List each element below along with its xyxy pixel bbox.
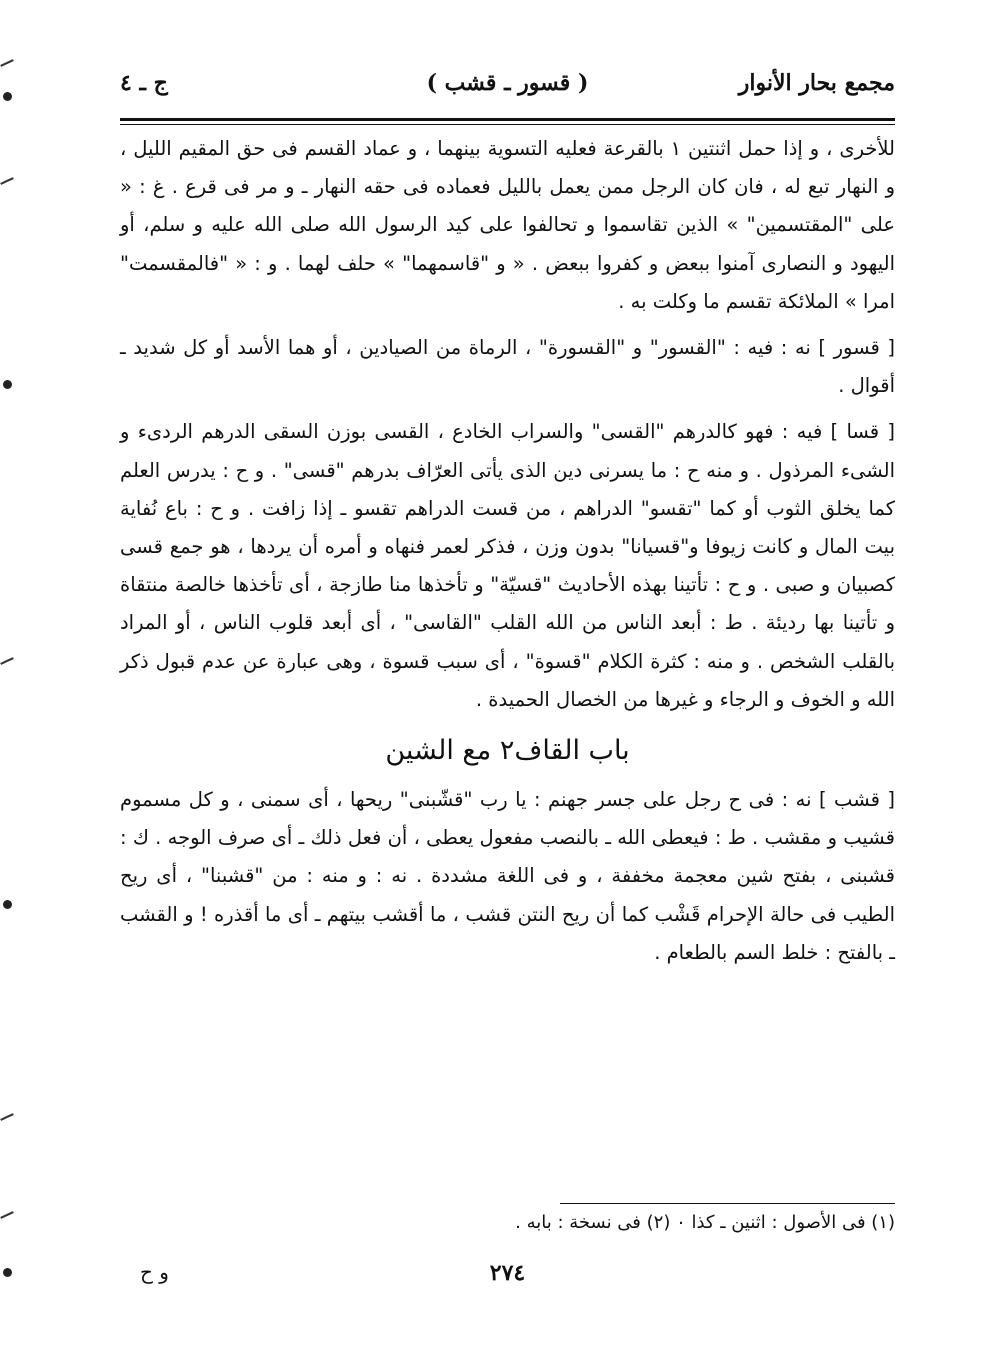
footnote-rule: [560, 1203, 895, 1204]
margin-mark: [0, 177, 14, 185]
book-page: [120, 60, 895, 1310]
main-text: [120, 130, 895, 972]
page-number: ٢٧٤: [489, 1260, 526, 1286]
header-rule-thin: [120, 124, 895, 125]
volume-number: ج ـ ٤: [120, 70, 168, 96]
book-title: مجمع بحار الأنوار: [738, 70, 895, 96]
margin-mark: [0, 1113, 14, 1121]
paragraph: للأخرى ، و إذا حمل اثنتين ١ بالقرعة فعليه التسوية بينهما ، و عماد القسم فى حق المقيم الليل ، و النهار تبع له ، فان كان الرجل ممن يعمل بالليل فعماده فى حقه النهار ـ و مر فى قرع . غ : « على "المقتسمين" » الذين تقاسموا و تحالفوا على كيد الرسول الله صلى الله عليه و سلم، أو اليهود و النصارى آمنوا ببعض و كفروا ببعض . « و "قاسمهما" » حلف لهما . و : « "فالمقسمت" امرا » الملائكة تقسم ما وكلت به .: [120, 137, 895, 313]
margin-mark: [0, 1211, 14, 1219]
header-rule-thick: [120, 118, 895, 121]
running-head: [120, 70, 895, 110]
margin-mark: [3, 900, 12, 909]
printer-signature: و ح: [140, 1260, 169, 1284]
section-heading: باب القاف٢ مع الشين: [385, 735, 630, 767]
margin-mark: [3, 1268, 12, 1277]
paragraph: [ قشب ] نه : فى ح رجل على جسر جهنم : يا رب "قشّبنى" ريحها ، أى سمنى ، و كل مسموم قشيب و مقشب . ط : فيعطى الله ـ بالنصب مفعول يعطى ، أن فعل ذلك ـ أى صرف الوجه . ك : قشبنى ، بفتح شين معجمة مخففة ، و فى اللغة مشددة . نه : و منه : من "قشبنا" ، أى ريح الطيب فى حالة الإحرام قَشْب كما أن ريح النتن قشب ، ما أقشب بيتهم ـ أى ما أقذره ! و القشب ـ بالفتح : خلط السم بالطعام .: [120, 788, 895, 964]
footnotes: (١) فى الأصول : اثنين ـ كذا ٠ (٢) فى نسخة : بابه .: [515, 1212, 895, 1233]
margin-mark: [3, 380, 12, 389]
paragraph: [ قسور ] نه : فيه : "القسور" و "القسورة" ، الرماة من الصيادين ، أو هما الأسد أو كل شديد ـ أقوال .: [120, 336, 895, 398]
entry-range: ( قسور ـ قشب ): [426, 70, 589, 96]
margin-mark: [0, 59, 14, 67]
margin-mark: [0, 657, 14, 665]
paragraph: [ قسا ] فيه : فهو كالدرهم "القسى" والسراب الخادع ، القسى بوزن السقى الدرهم الردىء و الشىء المرذول . و منه ح : ما يسرنى دين الذى يأتى العرّاف بدرهم "قسى" . و ح : يدرس العلم كما يخلق الثوب أو كما "تقسو" الدراهم ، من قست الدراهم تقسو ـ إذا زافت . و ح : باع نُفاية بيت المال و كانت زيوفا و"قسيانا" بدون وزن ، فذكر لعمر فنهاه و أمره أن يردها ، هو جمع قسى كصبيان و صبى . و ح : تأتينا بهذه الأحاديث "قسيّة" و تأخذها منا طازجة ، أى تأخذها خالصة منتقاة و تأتينا بها رديئة . ط : أبعد الناس من الله القلب "القاسى" ، أى أبعد قلوب الناس ، أو المراد بالقلب الشخص . و منه : كثرة الكلام "قسوة" ، أى سبب قسوة ، وهى عبارة عن عدم قبول ذكر الله و الخوف و الرجاء و غيرها من الخصال الحميدة .: [120, 420, 895, 711]
margin-mark: [3, 92, 12, 101]
